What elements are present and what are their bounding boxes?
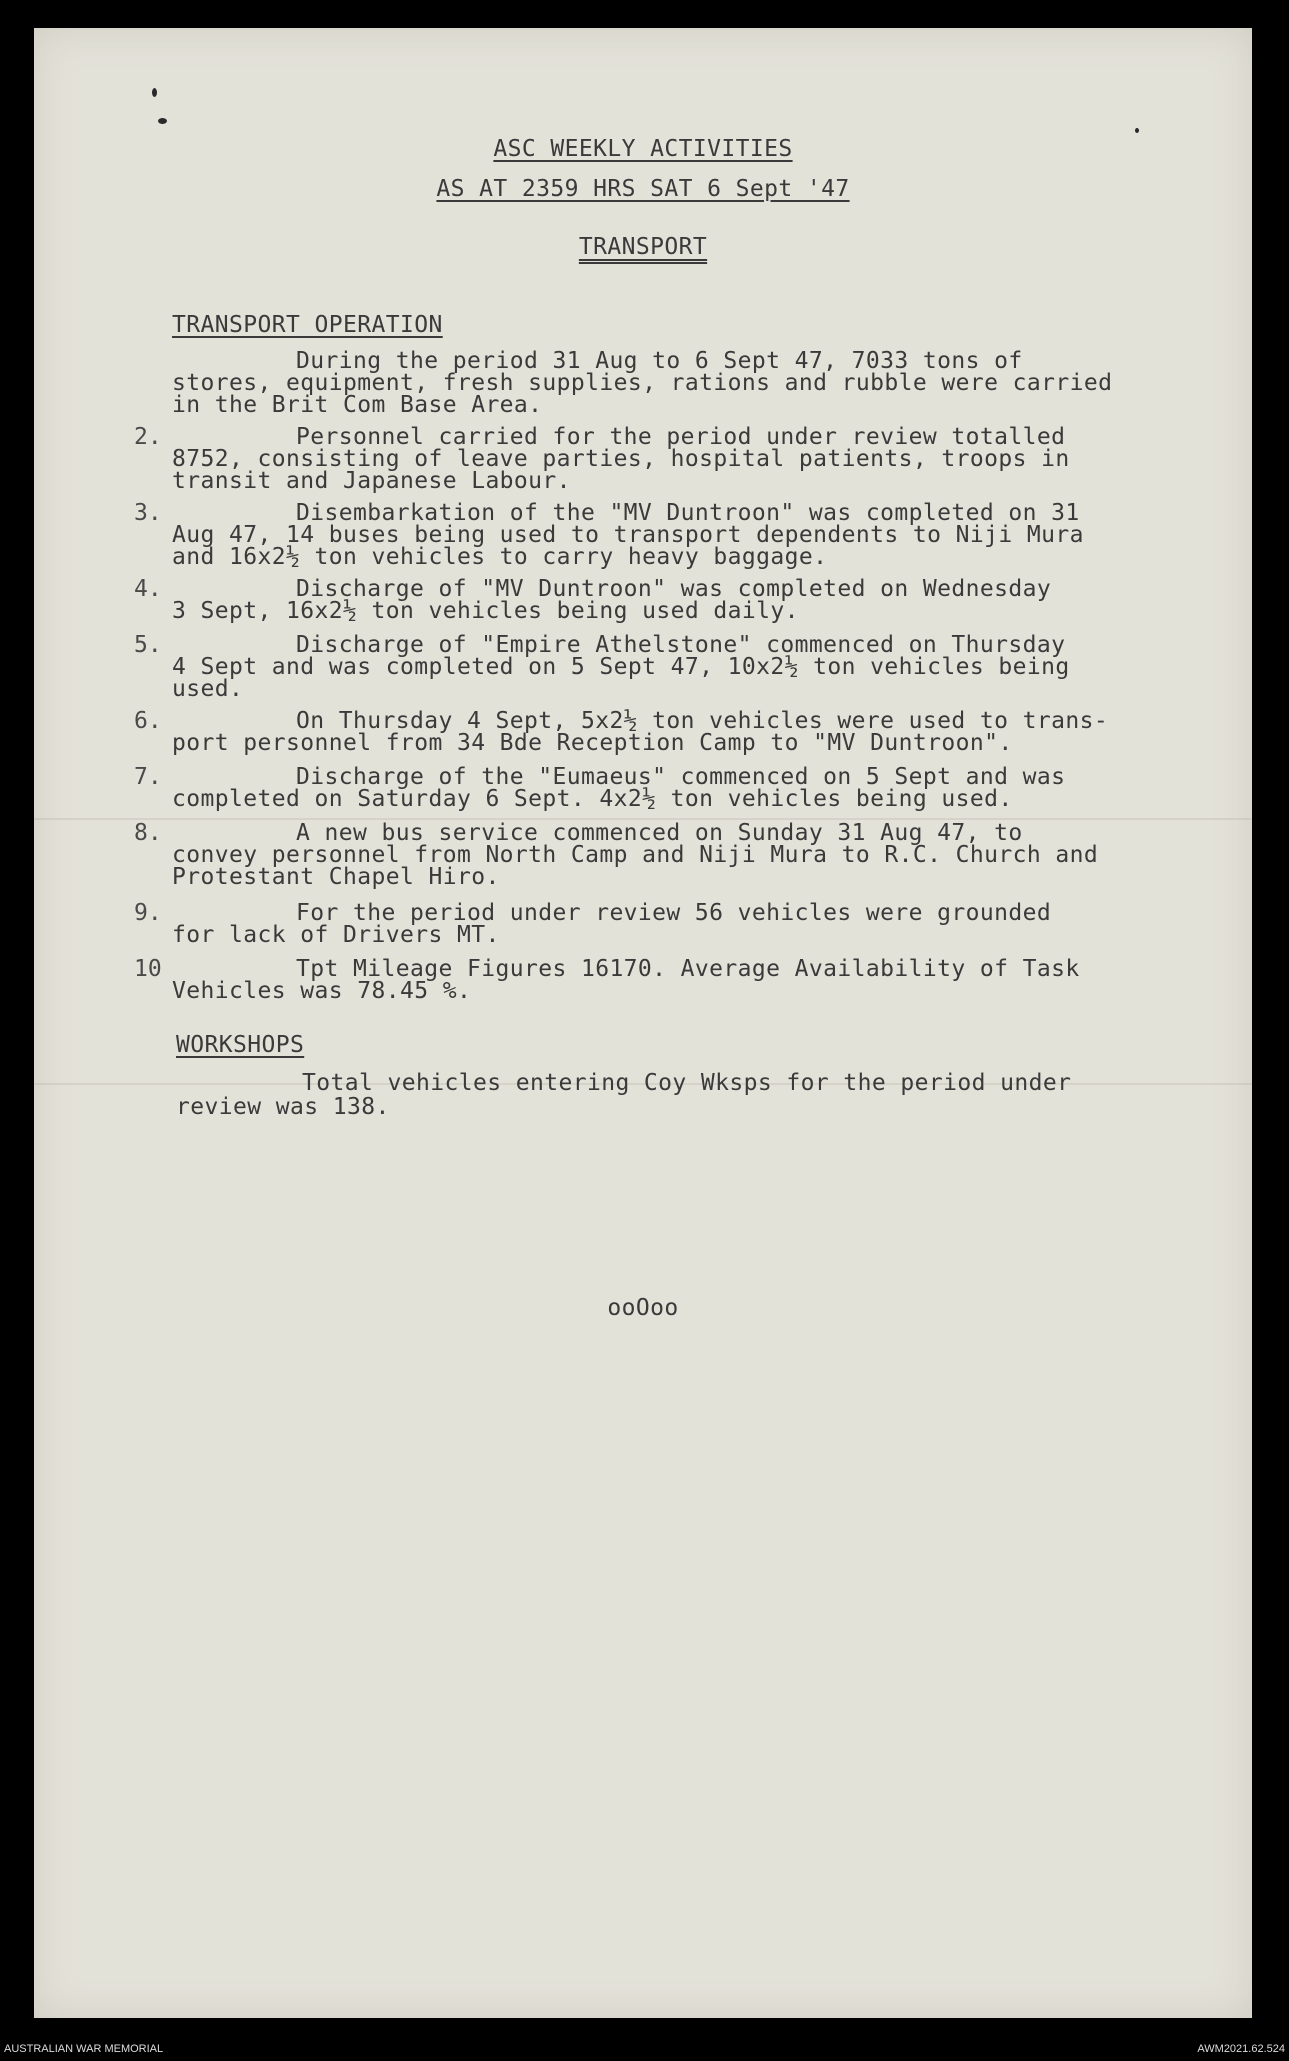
paragraph-line: For the period under review 56 vehicles were grounded (296, 900, 1052, 926)
paragraph-number: 3. (134, 500, 162, 526)
paragraph-line: A new bus service commenced on Sunday 31 Aug 47, to (296, 820, 1023, 846)
ink-speck (152, 88, 157, 97)
paragraph-number: 2. (134, 424, 162, 450)
paragraph-line: 3 Sept, 16x2½ ton vehicles being used daily. (172, 598, 799, 624)
ink-speck (1135, 128, 1139, 133)
section-heading-workshops: WORKSHOPS (176, 1032, 305, 1058)
document-page (34, 28, 1252, 2018)
paragraph-number: 6. (134, 708, 162, 734)
paragraph-line: and 16x2½ ton vehicles to carry heavy baggage. (172, 544, 828, 570)
paragraph-line: Vehicles was 78.45 %. (172, 978, 472, 1004)
paragraph-line: used. (172, 676, 244, 702)
paragraph-line: completed on Saturday 6 Sept. 4x2½ ton vehicles being used. (172, 786, 1013, 812)
section-heading-transport: TRANSPORT OPERATION (172, 312, 443, 338)
paragraph-number: 7. (134, 764, 162, 790)
ink-speck (158, 118, 167, 124)
paragraph-line: port personnel from 34 Bde Reception Camp to "MV Duntroon". (172, 730, 1013, 756)
paragraph-line: On Thursday 4 Sept, 5x2½ ton vehicles were used to trans- (296, 708, 1109, 734)
workshops-line-1: Total vehicles entering Coy Wksps for the period under (302, 1070, 1072, 1096)
paragraph-line: for lack of Drivers MT. (172, 922, 500, 948)
paragraph-number: 8. (134, 820, 162, 846)
paragraph-line: Discharge of the "Eumaeus" commenced on 5 Sept and was (296, 764, 1066, 790)
transport-heading: TRANSPORT (578, 234, 708, 260)
paragraph-number: 4. (134, 576, 162, 602)
paragraph-line: 8752, consisting of leave parties, hospital patients, troops in (172, 446, 1070, 472)
paragraph-line: Discharge of "MV Duntroon" was completed on Wednesday (296, 576, 1052, 602)
paragraph-line: During the period 31 Aug to 6 Sept 47, 7033 tons of (296, 348, 1023, 374)
paragraph-number: 10 (134, 956, 162, 982)
footer-credit: AUSTRALIAN WAR MEMORIAL (4, 2043, 164, 2055)
end-mark: ooOoo (607, 1295, 679, 1321)
title-heading: ASC WEEKLY ACTIVITIES (493, 136, 793, 162)
paragraph-line: Protestant Chapel Hiro. (172, 864, 500, 890)
paragraph-line: Aug 47, 14 buses being used to transport dependents to Niji Mura (172, 522, 1084, 548)
paragraph-line: in the Brit Com Base Area. (172, 392, 543, 418)
date-heading: AS AT 2359 HRS SAT 6 Sept '47 (436, 176, 850, 202)
paragraph-line: Discharge of "Empire Athelstone" commenced on Thursday (296, 632, 1066, 658)
paragraph-line: stores, equipment, fresh supplies, rations and rubble were carried (172, 370, 1113, 396)
paragraph-number: 5. (134, 632, 162, 658)
workshops-line-2: review was 138. (176, 1094, 390, 1120)
paragraph-line: Disembarkation of the "MV Duntroon" was completed on 31 (296, 500, 1080, 526)
paragraph-number: 9. (134, 900, 162, 926)
paragraph-line: transit and Japanese Labour. (172, 468, 571, 494)
paragraph-line: convey personnel from North Camp and Niji Mura to R.C. Church and (172, 842, 1099, 868)
paragraph-line: Tpt Mileage Figures 16170. Average Availability of Task (296, 956, 1080, 982)
footer-accession: AWM2021.62.524 (1197, 2043, 1285, 2055)
paragraph-line: Personnel carried for the period under review totalled (296, 424, 1066, 450)
paragraph-line: 4 Sept and was completed on 5 Sept 47, 10x2½ ton vehicles being (172, 654, 1070, 680)
